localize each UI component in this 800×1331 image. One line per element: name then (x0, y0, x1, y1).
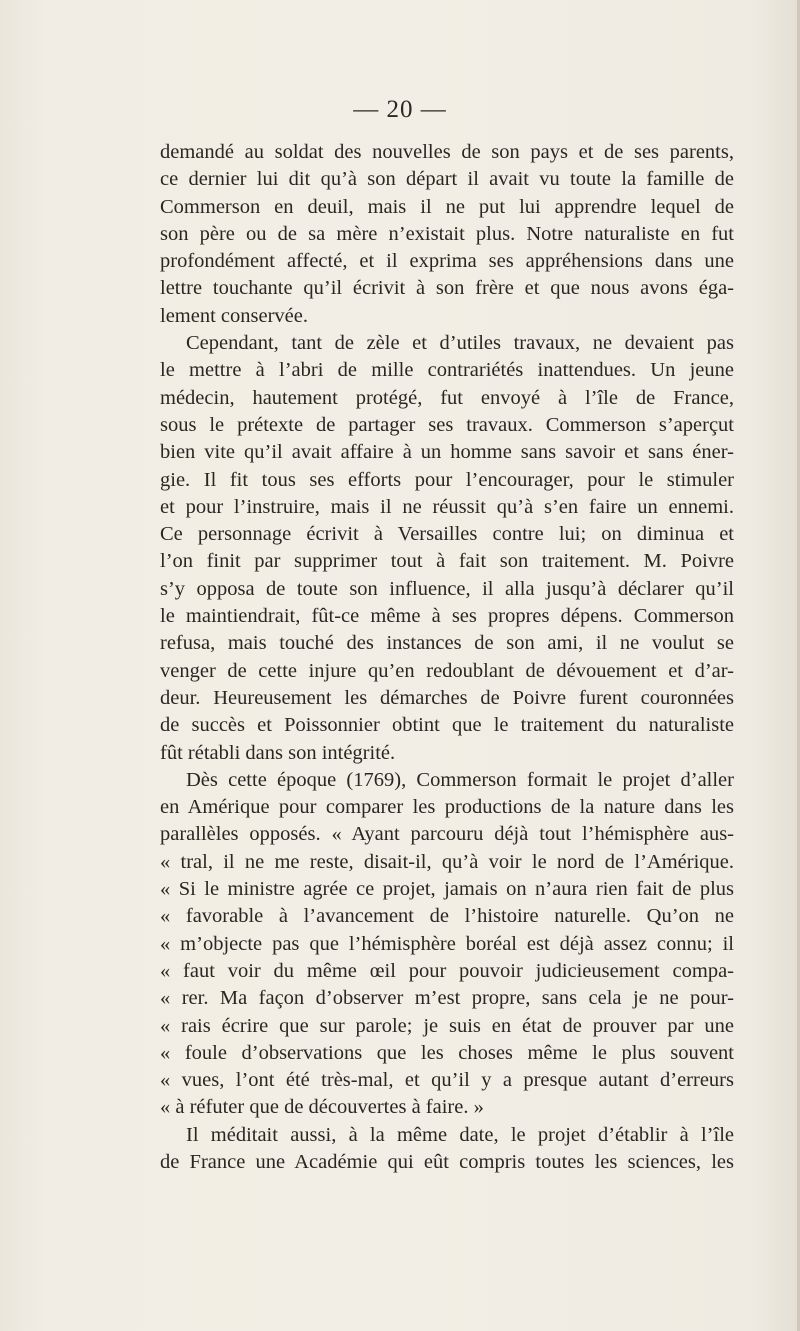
text-line: s’y opposa de toute son influence, il alla jusqu’à déclarer qu’il (160, 577, 734, 600)
text-line: Commerson en deuil, mais il ne put lui apprendre lequel de (160, 195, 734, 218)
text-line: Il méditait aussi, à la même date, le projet d’établir à l’île (186, 1123, 734, 1146)
text-line: de France une Académie qui eût compris toutes les sciences, les (160, 1150, 734, 1173)
text-line: Dès cette époque (1769), Commerson formait le projet d’aller (186, 768, 734, 791)
text-line: « tral, il ne me reste, disait-il, qu’à voir le nord de l’Amérique. (160, 850, 734, 873)
text-line: « foule d’observations que les choses même le plus souvent (160, 1041, 734, 1064)
text-line: parallèles opposés. « Ayant parcouru déjà tout l’hémisphère aus- (160, 823, 734, 846)
text-line: profondément affecté, et il exprima ses appréhensions dans une (160, 250, 734, 273)
page-number: — 20 — (353, 96, 447, 123)
text-line: l’on finit par supprimer tout à fait son traitement. M. Poivre (160, 550, 734, 573)
text-line: « rer. Ma façon d’observer m’est propre, sans cela je ne pour- (160, 987, 734, 1010)
text-line: le maintiendrait, fût-ce même à ses propres dépens. Commerson (160, 605, 734, 628)
text-line: « Si le ministre agrée ce projet, jamais on n’aura rien fait de plus (160, 878, 734, 901)
text-line: médecin, hautement protégé, fut envoyé à l’île de France, (160, 386, 734, 409)
text-line: « rais écrire que sur parole; je suis en état de prouver par une (160, 1014, 734, 1037)
text-line: lettre touchante qu’il écrivit à son frère et que nous avons éga- (160, 277, 734, 300)
text-line: « vues, l’ont été très-mal, et qu’il y a presque autant d’erreurs (160, 1069, 734, 1092)
body-text (160, 139, 734, 1176)
text-line: son père ou de sa mère n’existait plus. Notre naturaliste en fut (160, 222, 734, 245)
text-line: ce dernier lui dit qu’à son départ il avait vu toute la famille de (160, 168, 734, 191)
text-line: deur. Heureusement les démarches de Poivre furent couronnées (160, 686, 734, 709)
text-line: bien vite qu’il avait affaire à un homme sans savoir et sans éner- (160, 441, 734, 464)
text-line: en Amérique pour comparer les productions de la nature dans les (160, 796, 734, 819)
text-line: Ce personnage écrivit à Versailles contre lui; on diminua et (160, 523, 734, 546)
text-line: Cependant, tant de zèle et d’utiles travaux, ne devaient pas (186, 332, 734, 355)
text-line: « m’objecte pas que l’hémisphère boréal est déjà assez connu; il (160, 932, 734, 955)
text-line: demandé au soldat des nouvelles de son pays et de ses parents, (160, 141, 734, 163)
text-line: « favorable à l’avancement de l’histoire naturelle. Qu’on ne (160, 905, 734, 928)
text-line: le mettre à l’abri de mille contrariétés inattendues. Un jeune (160, 359, 734, 382)
text-line: « à réfuter que de découvertes à faire. » (160, 1096, 484, 1119)
text-line: sous le prétexte de partager ses travaux. Commerson s’aperçut (160, 413, 734, 436)
text-line: gie. Il fit tous ses efforts pour l’encourager, pour le stimuler (160, 468, 734, 491)
text-line: et pour l’instruire, mais il ne réussit qu’à s’en faire un ennemi. (160, 495, 734, 518)
text-line: « faut voir du même œil pour pouvoir judicieusement compa- (160, 959, 734, 982)
text-line: refusa, mais touché des instances de son ami, il ne voulut se (160, 632, 734, 655)
text-line: lement conservée. (160, 304, 308, 327)
text-line: venger de cette injure qu’en redoublant de dévouement et d’ar- (160, 659, 734, 682)
text-line: fût rétabli dans son intégrité. (160, 741, 396, 764)
text-line: de succès et Poissonnier obtint que le traitement du naturaliste (160, 714, 734, 737)
